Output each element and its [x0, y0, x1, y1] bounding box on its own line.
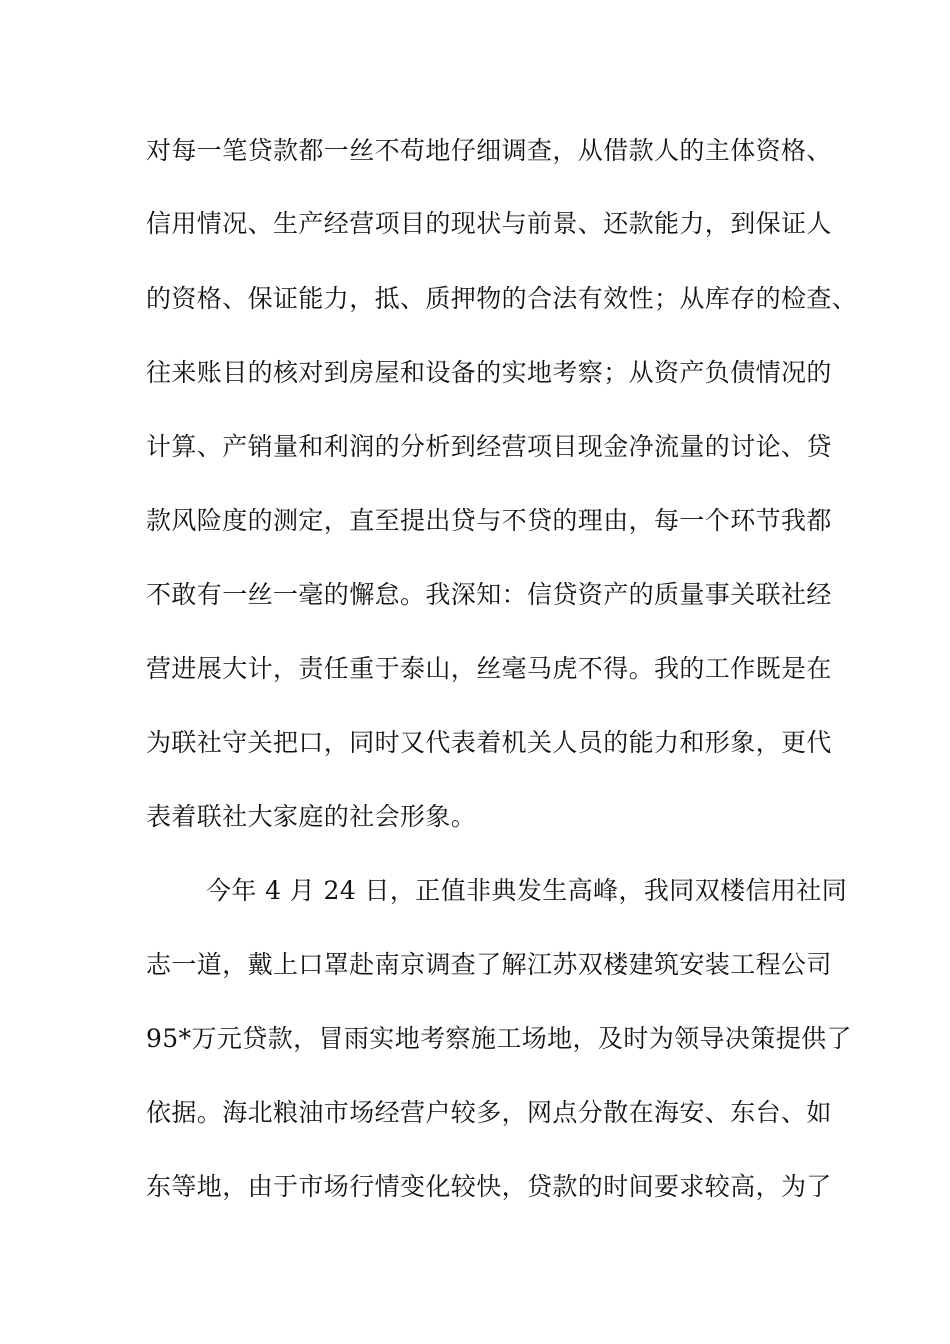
text-line: 95*万元贷款，冒雨实地考察施工场地，及时为领导决策提供了: [146, 1024, 852, 1053]
text-line: 的资格、保证能力，抵、质押物的合法有效性；从库存的检查、: [146, 284, 858, 313]
text-line: 不敢有一丝一毫的懈怠。我深知：信贷资产的质量事关联社经: [146, 580, 832, 609]
text-line: 计算、产销量和利润的分析到经营项目现金净流量的讨论、贷: [146, 432, 832, 461]
text-line: 依据。海北粮油市场经营户较多，网点分散在海安、东台、如: [146, 1098, 832, 1127]
text-line: 表着联社大家庭的社会形象。: [146, 802, 477, 831]
text-line: 志一道，戴上口罩赴南京调查了解江苏双楼建筑安装工程公司: [146, 950, 832, 979]
text-line: 款风险度的测定，直至提出贷与不贷的理由，每一个环节我都: [146, 506, 832, 535]
text-line: 往来账目的核对到房屋和设备的实地考察；从资产负债情况的: [146, 358, 832, 387]
paragraph-start-line: 今年 4 月 24 日，正值非典发生高峰，我同双楼信用社同: [206, 876, 848, 905]
text-line: 营进展大计，责任重于泰山，丝毫马虎不得。我的工作既是在: [146, 654, 832, 683]
text-line: 对每一笔贷款都一丝不苟地仔细调查，从借款人的主体资格、: [146, 136, 832, 165]
text-line: 东等地，由于市场行情变化较快，贷款的时间要求较高，为了: [146, 1172, 832, 1201]
text-line: 为联社守关把口，同时又代表着机关人员的能力和形象，更代: [146, 728, 832, 757]
text-line: 信用情况、生产经营项目的现状与前景、还款能力，到保证人: [146, 209, 832, 238]
